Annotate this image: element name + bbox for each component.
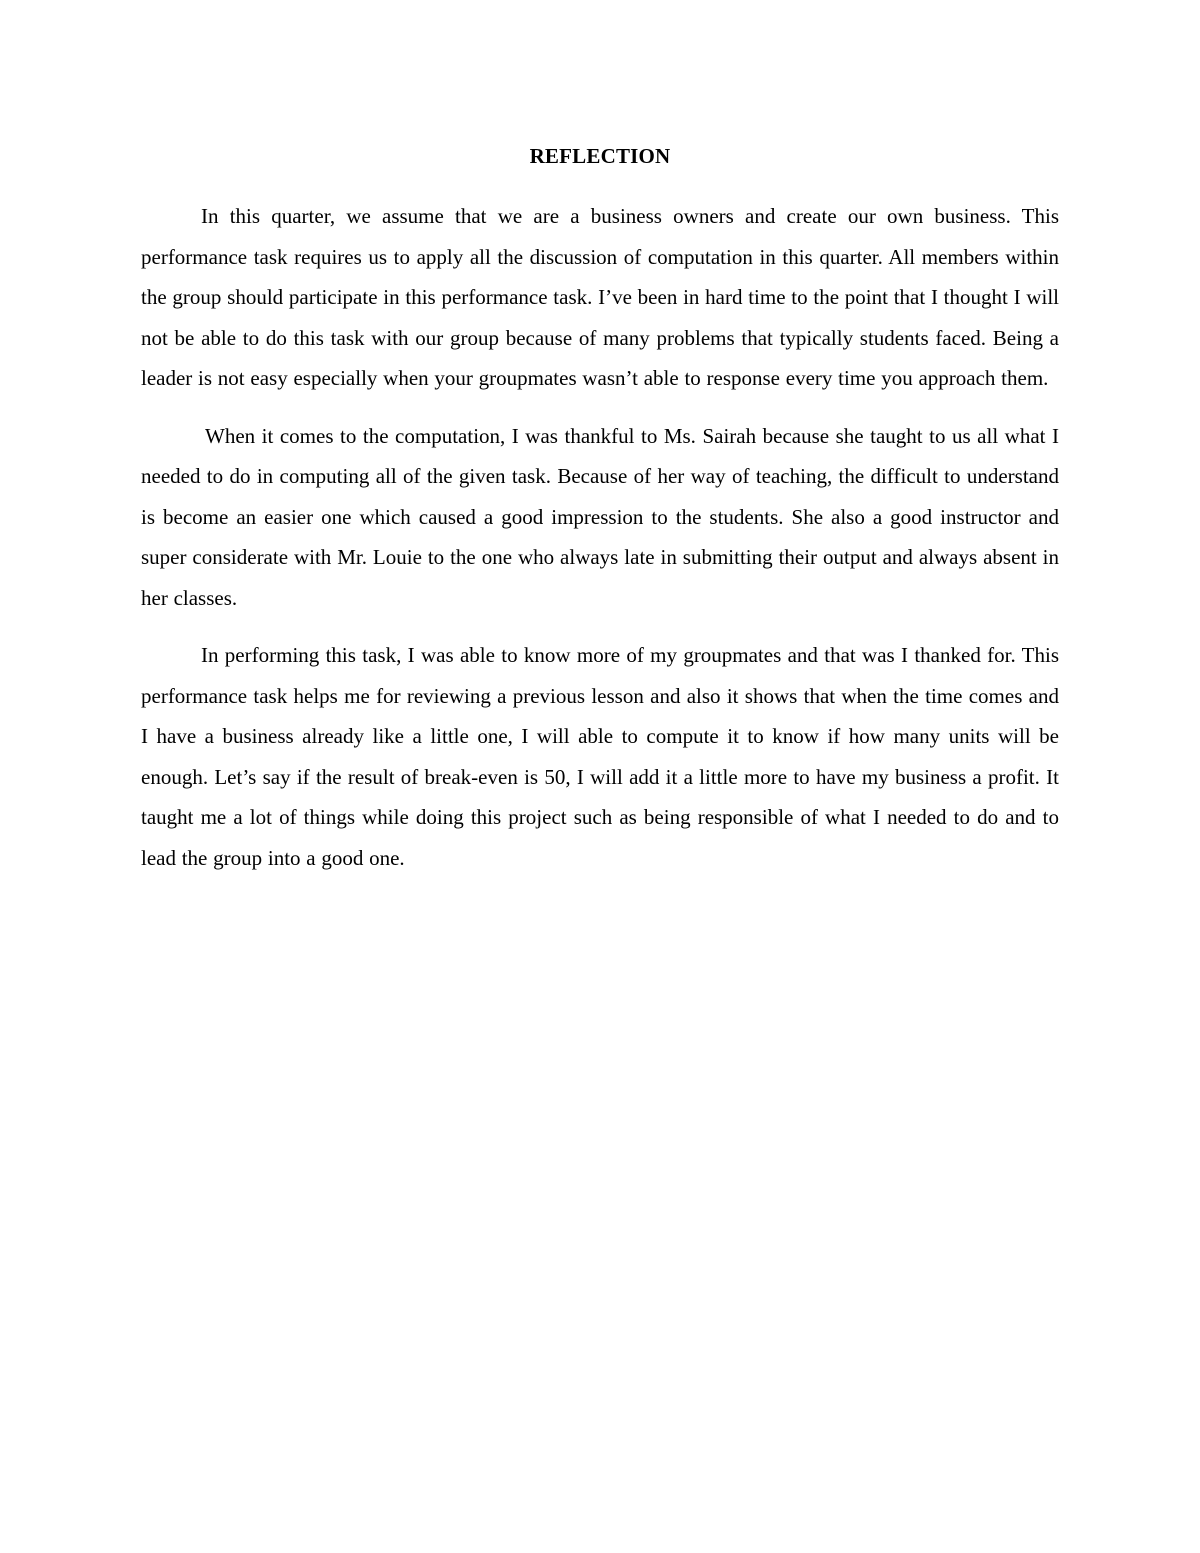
paragraph-2: When it comes to the computation, I was thankful to Ms. Sairah because she taught to us all what I needed to do in computing all of the given task. Because of her way of teaching, the difficult to understand is become an easier one which caused a good impression to the students. She also a good instructor and super considerate with Mr. Louie to the one who always late in submitting their output and always absent in her classes.	[141, 423, 1059, 610]
document-title: REFLECTION	[529, 144, 671, 168]
document-body	[141, 140, 1059, 878]
paragraph-3: In performing this task, I was able to know more of my groupmates and that was I thanked for. This performance task helps me for reviewing a previous lesson and also it shows that when the time comes and I have a business already like a little one, I will able to compute it to know if how many units will be enough. Let’s say if the result of break-even is 50, I will add it a little more to have my business a profit. It taught me a lot of things while doing this project such as being responsible of what I needed to do and to lead the group into a good one.	[141, 643, 1059, 870]
paragraph-1: In this quarter, we assume that we are a business owners and create our own business. This performance task requires us to apply all the discussion of computation in this quarter. All members within the group should participate in this performance task. I’ve been in hard time to the point that I thought I will not be able to do this task with our group because of many problems that typically students faced. Being a leader is not easy especially when your groupmates wasn’t able to response every time you approach them.	[141, 204, 1060, 390]
